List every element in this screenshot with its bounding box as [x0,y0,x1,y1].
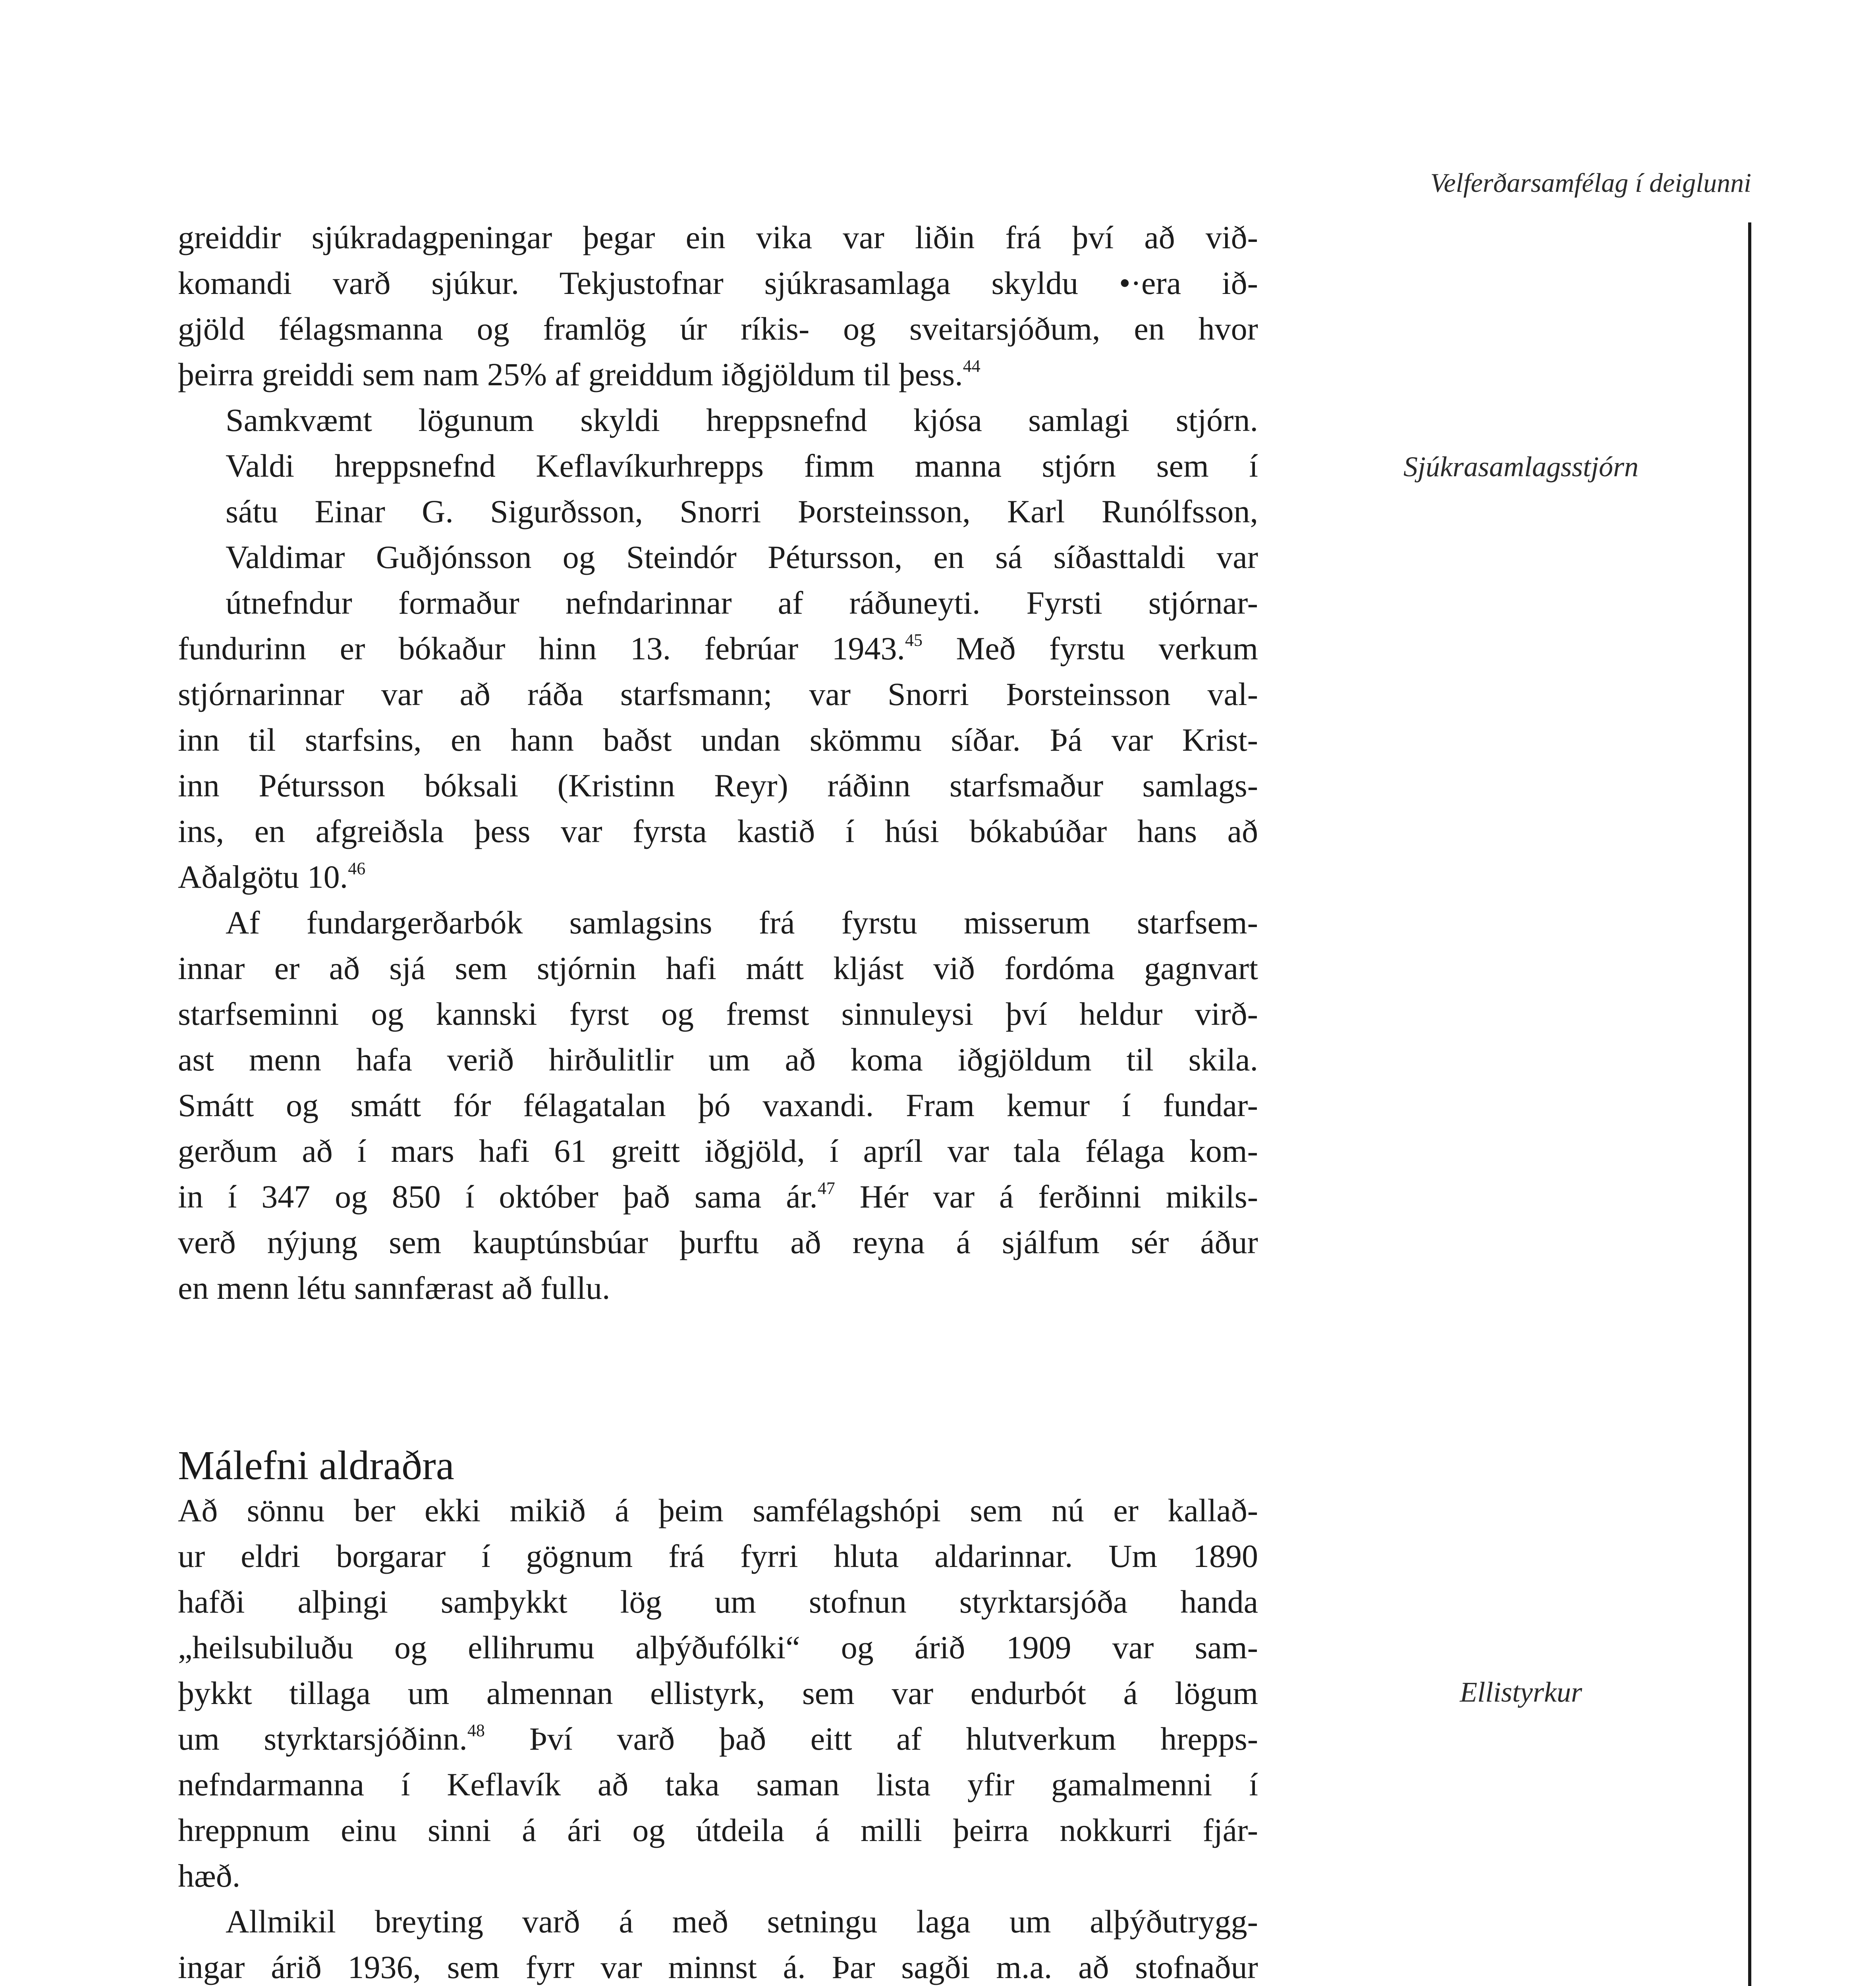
text-line: Allmikil breyting varð á með setningu laga um alþýðutrygg- [226,1903,1258,1940]
section-heading: Málefni aldraðra [178,1443,454,1488]
footnote-ref[interactable]: 47 [817,1178,835,1198]
text-line: Smátt og smátt fór félagatalan þó vaxandi. Fram kemur í fundar- [178,1087,1258,1123]
margin-rule [1748,222,1751,1986]
paragraph [178,214,1258,397]
footnote-ref[interactable]: 45 [905,630,923,650]
text-line: en menn létu sannfærast að fullu. [178,1270,610,1306]
text-run: Aðalgötu 10. [178,859,348,895]
paragraph [178,1899,1258,1986]
body-text-section-1 [178,214,1258,1311]
text-run: um styrktarsjóðinn. [178,1721,467,1757]
running-head: Velferðarsamfélag í deiglunni [1430,168,1751,198]
text-line: Valdimar Guðjónsson og Steindór Pétursson, en sá síðasttaldi var [226,539,1258,575]
text-run: þeirra greiddi sem nam 25% af greiddum iðgjöldum til þess. [178,356,963,392]
text-line: Að sönnu ber ekki mikið á þeim samfélagshópi sem nú er kallað- [178,1492,1258,1528]
margin-note-ellistyrkur: Ellistyrkur [1460,1676,1582,1708]
text-line: gjöld félagsmanna og framlög úr ríkis- og sveitarsjóðum, en hvor [178,311,1258,347]
text-line: greiddir sjúkradagpeningar þegar ein vika var liðin frá því að við- [178,219,1258,255]
footnote-ref[interactable]: 46 [348,859,366,878]
text-line: ur eldri borgarar í gögnum frá fyrri hluta aldarinnar. Um 1890 [178,1538,1258,1574]
text-line: komandi varð sjúkur. Tekjustofnar sjúkrasamlaga skyldu •·era ið- [178,265,1258,301]
text-line: þykkt tillaga um almennan ellistyrk, sem var endurbót á lögum [178,1675,1258,1711]
text-line: ast menn hafa verið hirðulitlir um að koma iðgjöldum til skila. [178,1041,1258,1078]
text-line: hafði alþingi samþykkt lög um stofnun styrktarsjóða handa [178,1584,1258,1620]
footnote-ref[interactable]: 44 [963,356,980,376]
text-line: sátu Einar G. Sigurðsson, Snorri Þorsteinsson, Karl Runólfsson, [226,493,1258,529]
text-line [178,626,1258,671]
paragraph [178,397,1258,900]
footnote-ref[interactable]: 48 [467,1721,485,1740]
text-line: starfseminni og kannski fyrst og fremst sinnuleysi því heldur virð- [178,996,1258,1032]
text-run: Hér var á ferðinni mikils- [835,1178,1258,1215]
text-line [178,352,1258,397]
text-line: Af fundargerðarbók samlagsins frá fyrstu misserum starfsem- [226,904,1258,941]
text-line [178,1716,1258,1762]
text-line: ins, en afgreiðsla þess var fyrsta kastið í húsi bókabúðar hans að [178,813,1258,849]
text-line: Samkvæmt lögunum skyldi hreppsnefnd kjósa samlagi stjórn. [226,402,1258,438]
text-line: inn Pétursson bóksali (Kristinn Reyr) ráðinn starfsmaður samlags- [178,767,1258,804]
margin-note-sjukrasamlagsstjorn: Sjúkrasamlagsstjórn [1403,451,1639,483]
text-line: inn til starfsins, en hann baðst undan skömmu síðar. Þá var Krist- [178,722,1258,758]
text-line: nefndarmanna í Keflavík að taka saman lista yfir gamalmenni í [178,1766,1258,1802]
text-line: verð nýjung sem kauptúnsbúar þurftu að reyna á sjálfum sér áður [178,1224,1258,1260]
text-run: fundurinn er bókaður hinn 13. febrúar 1943. [178,630,905,667]
body-text-section-2 [178,1488,1258,1986]
text-line: útnefndur formaður nefndarinnar af ráðuneyti. Fyrsti stjórnar- [226,585,1258,621]
text-line: Valdi hreppsnefnd Keflavíkurhrepps fimm manna stjórn sem í [226,448,1258,484]
text-line: gerðum að í mars hafi 61 greitt iðgjöld, í apríl var tala félaga kom- [178,1133,1258,1169]
text-line [178,854,1258,900]
text-line: innar er að sjá sem stjórnin hafi mátt kljást við fordóma gagnvart [178,950,1258,986]
paragraph [178,900,1258,1311]
text-line: „heilsubiluðu og ellihrumu alþýðufólki“ og árið 1909 var sam- [178,1629,1258,1665]
text-run: Því varð það eitt af hlutverkum hrepps- [484,1721,1258,1757]
text-line: hreppnum einu sinni á ári og útdeila á milli þeirra nokkurri fjár- [178,1812,1258,1848]
text-line: ingar árið 1936, sem fyrr var minnst á. Þar sagði m.a. að stofnaður [178,1949,1258,1985]
text-line: stjórnarinnar var að ráða starfsmann; var Snorri Þorsteinsson val- [178,676,1258,712]
text-run: Með fyrstu verkum [923,630,1258,667]
text-run: in í 347 og 850 í október það sama ár. [178,1178,818,1215]
paragraph [178,1488,1258,1899]
text-line: hæð. [178,1858,241,1894]
text-line [178,1174,1258,1219]
